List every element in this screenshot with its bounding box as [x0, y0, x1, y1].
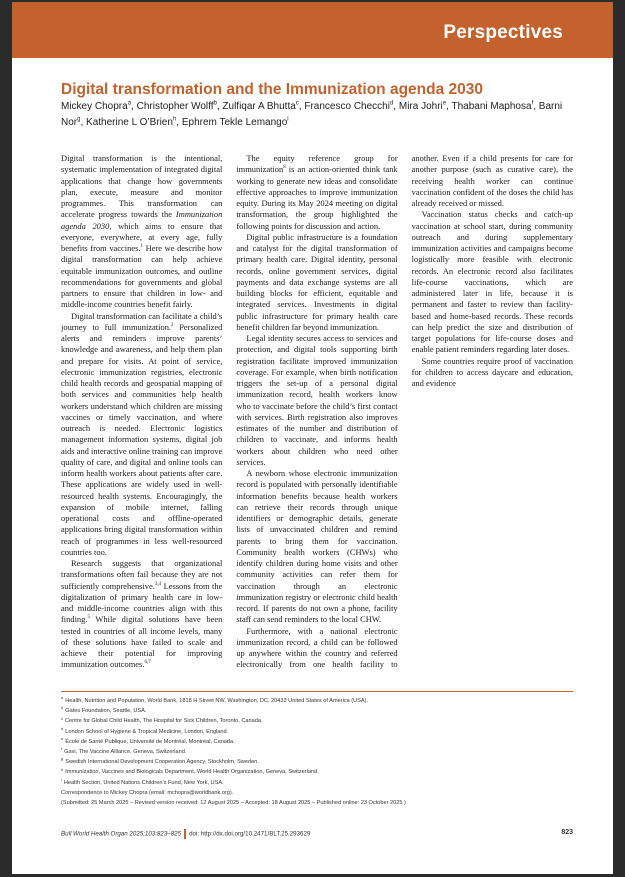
citation-marker: 6,7: [144, 660, 151, 666]
body-paragraph: Furthermore, with a national electronic immunization record, a child can be followed up anywhere within the country and referred electronically from one health facility to another. Even if a child presents for care for another purpose (such as curative care), the receiving health worker can continue vaccination confident of the doses the child has already received or missed.: [236, 153, 573, 670]
footnote-marker: d: [61, 725, 64, 731]
body-paragraph: Digital transformation is the intentional, systematic implementation of integrated digital applications that change how governments plan, execute, measure and monitor programmes. This transformation can accelerate progress towards the Immunization agenda 2030, which aims to ensure that everyone, everywhere, at every age, fully benefits from vaccines.$^1$ Here we describe how digital transformation can help achieve equitable immunization outcomes, and outline recommendations for governments and global partners to ensure that children in low- and middle-income countries benefit fairly.: [61, 153, 223, 310]
author-name: Thabani Maphosa: [451, 101, 532, 112]
footnote-text: Swedish International Development Cooperation Agency, Stockholm, Sweden.: [65, 759, 259, 766]
section-title: Perspectives: [443, 22, 563, 43]
doi-link[interactable]: doi: http://dx.doi.org/10.2471/BLT.25.293629: [189, 830, 311, 838]
footnote-text: (Submitted: 25 March 2025 – Revised version received: 12 August 2025 – Accepted: 18 August 2025 – Published online: 23 October 2025 ): [61, 800, 406, 807]
footnote-marker: a: [61, 695, 64, 701]
footnote-marker: h: [61, 766, 64, 772]
journal-citation: Bull World Health Organ 2025;103:823–825: [61, 830, 182, 838]
author-name: Katherine L O’Brien: [86, 117, 173, 128]
footnote-marker: i: [61, 776, 62, 782]
author-affiliation-marker: e: [442, 100, 447, 107]
footnote-divider: [61, 691, 573, 692]
footnote-text: Correspondence to Mickey Chopra (email: mchopra@worldbank.org).: [61, 789, 234, 796]
author-affiliation-marker: g: [77, 116, 81, 123]
author-affiliation-marker: f: [531, 100, 534, 107]
author-name: Zulfiqar A Bhutta: [222, 101, 296, 112]
author-name: Ephrem Tekle Lemango: [181, 117, 288, 128]
footnote-text: London School of Hygiene & Tropical Medicine, London, England.: [65, 728, 229, 735]
section-banner: [12, 2, 613, 58]
footnote: [61, 767, 573, 777]
footnote-text: Health, Nutrition and Population, World Bank, 1818 H Street NW, Washington, DC, 20433 United States of America (USA).: [65, 698, 369, 704]
footnote-marker: b: [61, 705, 64, 711]
author-affiliation-marker: c: [295, 100, 299, 107]
author-affiliation-marker: i: [287, 116, 289, 123]
author-affiliation-marker: a: [127, 100, 132, 107]
author-name: Francesco Checchi: [304, 101, 390, 112]
footnote-text: Gavi, The Vaccine Alliance, Geneva, Switzerland.: [64, 749, 187, 756]
body-paragraph: Vaccination status checks and catch-up vaccination at school start, during community outreach and during supplementary immunization activities and campaigns become logistically more feasible with electronic records. An electronic record also facilitates life-course vaccinations, which are administered later in life, because it is permanent and faster to review than facility-based and home-based records. These records can help predict the size and distribution of target populations for life-course doses and enable patient reminders regarding later doses.: [411, 209, 573, 355]
footnote: [61, 727, 573, 737]
page-number: 823: [561, 829, 573, 836]
footnote: [61, 747, 573, 757]
author-name: Christopher Wolff: [136, 101, 214, 112]
author-name: Mickey Chopra: [61, 101, 128, 112]
author-list: Mickey Chopra$^a$, Christopher Wolff$^b$, Zulfiqar A Bhutta$^c$, Francesco Checchi$^d$, Mira Johri$^e$, Thabani Maphosa$^f$, Barni Nor$^g$, Katherine L O’Brien$^h$, Ephrem Tekle Lemango$^i$: [61, 100, 563, 128]
footnote-text: Health Section, United Nations Children’s Fund, New York, USA.: [63, 779, 224, 786]
page-footer: [61, 829, 573, 841]
author-name: Mira Johri: [398, 101, 443, 112]
citation-marker: 1: [140, 244, 143, 250]
body-paragraph: A newborn whose electronic immunization record is populated with personally identifiable information benefits because health workers can retrieve their records through unique identifiers or demographic details, generate lists of unvaccinated children and remind parents to bring them for vaccination. Community health workers (CHWs) who identify children during home visits and other community activities can refer them for vaccination through an electronic immunization registry or electronic child health record. If parents do not own a phone, facility staff can send reminders to the local CHW.: [236, 468, 398, 625]
footnote-marker: c: [61, 715, 63, 721]
body-paragraph: Digital transformation can facilitate a child’s journey to full immunization.$^2$ Personalized alerts and reminders improve parents’ knowledge and awareness, and help them plan and prepare for visits. At point of service, electronic immunization registries, electronic child health records and geospatial mapping of both services and communities help health workers understand which children are missing vaccines or timely vaccination, and where outreach is needed. Electronic logistics management information systems, digital job aids and interactive online training can improve quality of care, and digital and online tools can inform health workers about patients after care. These applications are widely used in well-resourced health systems. Encouragingly, the expansion of mobile internet, falling operational costs and offline-operated applications bring digital transformation within reach of programmes in less well-resourced countries too.: [61, 310, 223, 557]
footnote-text: Gates Foundation, Seattle, USA.: [65, 708, 147, 715]
citation-marker: 3,4: [154, 581, 162, 587]
footnote-marker: e: [61, 735, 64, 741]
footnote: [61, 696, 573, 706]
footnote: [61, 706, 573, 716]
body-paragraph: Some countries require proof of vaccination for children to access daycare and education, and evidence: [411, 355, 573, 388]
author-name: Barni Nor: [61, 101, 563, 128]
article-body: [61, 153, 573, 677]
article-title: Digital transformation and the Immunization agenda 2030: [61, 81, 484, 98]
affiliation-footnotes: [61, 696, 573, 808]
footnote-text: Centre for Global Child Health, The Hospital for Sick Children, Toronto, Canada.: [65, 718, 263, 725]
body-paragraph: Digital public infrastructure is a foundation and catalyst for the digital transformation of primary health care. Digital identity, personal records, online government services, digital payments and data exchange systems are all building blocks for efficient, equitable and integrated services. Investments in digital public infrastructure for primary health care benefit children far beyond immunization.: [236, 231, 398, 332]
citation-marker: 8: [283, 165, 286, 171]
footnote-marker: f: [61, 746, 63, 752]
body-paragraph: The equity reference group for immunization$^8$ is an action-oriented think tank working to generate new ideas and consolidate effective approaches to improve immunization equity. During its May 2024 meeting on digital transformation, the group highlighted the following points for discussion and action.: [236, 153, 398, 231]
author-affiliation-marker: d: [389, 100, 394, 107]
footnote: [61, 716, 573, 726]
footnote-text: Immunization, Vaccines and Biologicals Department, World Health Organization, Geneva, Switzerland.: [65, 769, 319, 776]
article-page: [12, 2, 613, 874]
footnote: [61, 757, 573, 767]
footnote: [61, 798, 573, 808]
footnote-marker: g: [61, 756, 64, 762]
footnote: [61, 788, 573, 798]
body-paragraph: Legal identity secures access to services and protection, and digital tools supporting birth registration facilitate improved immunization coverage. For example, when birth notification triggers the set-up of a personal digital immunization record, health workers know who to vaccinate before the child’s first contact with services. Birth registration also improves estimates of the number and distribution of children to vaccinate, and informs health workers about children who need other services.: [236, 333, 398, 467]
footnote-text: École de Santé Publique, Université de Montréal, Montréal, Canada.: [65, 738, 235, 745]
footnote: [61, 778, 573, 788]
footnote: [61, 737, 573, 747]
author-affiliation-marker: h: [172, 116, 177, 123]
citation-marker: 5: [87, 615, 90, 621]
citation-marker: 2: [171, 322, 174, 328]
body-paragraph: Research suggests that organizational transformations often fail because they are not sufficiently comprehensive.$^{3,4}$ Lessons from the digitalization of primary health care in low- and middle-income countries align with this finding.$^5$ While digital solutions have been tested in countries of all income levels, many of these solutions have failed to scale and achieve their potential for improving immunization outcomes.$^{6,7}$: [61, 558, 223, 670]
footer-separator: [184, 829, 186, 839]
author-affiliation-marker: b: [213, 100, 217, 107]
